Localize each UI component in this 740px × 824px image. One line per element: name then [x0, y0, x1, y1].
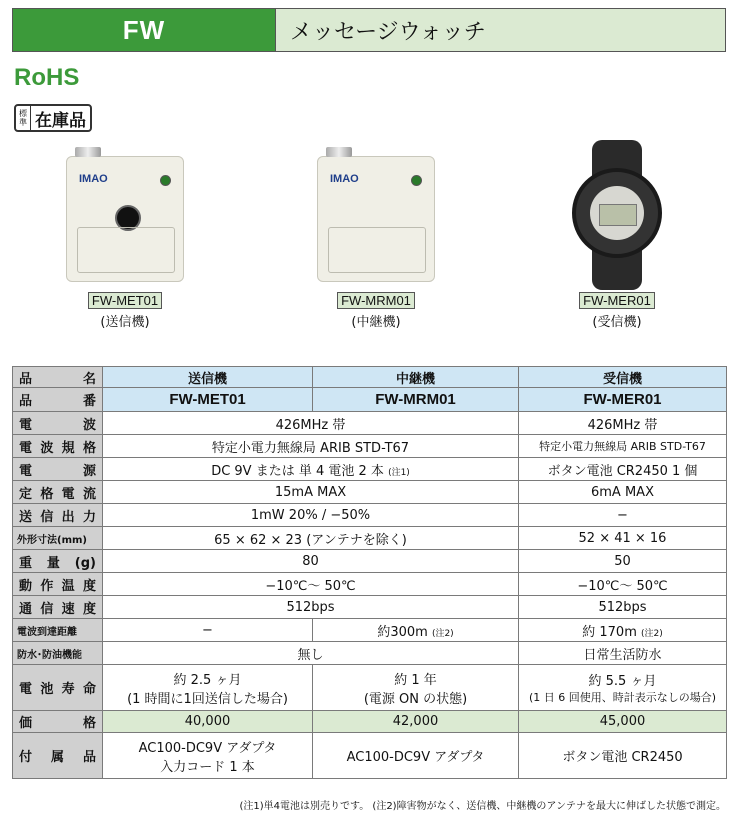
note-ref: (注2) [641, 628, 663, 639]
model-header: FW-MRM01 [313, 388, 519, 412]
product-role: (中継機) [351, 315, 401, 330]
brand-logo: IMAO [330, 173, 359, 185]
price-cell: 42,000 [313, 711, 519, 733]
cell: 52 × 41 × 16 [519, 527, 727, 550]
cell: 特定小電力無線局 ARIB STD-T67 [519, 435, 727, 458]
col-header: 受信機 [519, 367, 727, 388]
page-title: メッセージウォッチ [275, 9, 725, 51]
cell: 特定小電力無線局 ARIB STD-T67 [103, 435, 519, 458]
row-label: 通信速度 [13, 596, 103, 619]
brand-logo: IMAO [79, 173, 108, 185]
product-role: (受信機) [592, 315, 642, 330]
cell-text: 約300m [377, 624, 428, 640]
row-label: 電池寿命 [13, 665, 103, 711]
row-label: 品名 [13, 367, 103, 388]
product-receiver [562, 140, 672, 330]
row-label: 電波到達距離 [13, 619, 103, 642]
led-icon [411, 175, 422, 186]
product-role: (送信機) [100, 315, 150, 330]
stock-badge-sub [16, 106, 31, 130]
table-row [13, 596, 727, 619]
model-header: FW-MER01 [519, 388, 727, 412]
cell: ボタン電池 CR2450 1 個 [519, 458, 727, 481]
table-row [13, 481, 727, 504]
cell: 65 × 62 × 23 (アンテナを除く) [103, 527, 519, 550]
row-label: 電波 [13, 412, 103, 435]
table-row [13, 412, 727, 435]
cell: 426MHz 帯 [103, 412, 519, 435]
cell [103, 665, 313, 711]
cell: − [519, 504, 727, 527]
footnote: (注1)単4電池は別売りです。 (注2)障害物がなく、送信機、中継機のアンテナを最大に伸ばした状態で測定。 [239, 801, 726, 812]
cell: 512bps [519, 596, 727, 619]
table-row [13, 388, 727, 412]
spec-table [12, 366, 727, 779]
cell: − [103, 619, 313, 642]
cell: AC100-DC9V アダプタ [313, 733, 519, 779]
price-cell: 45,000 [519, 711, 727, 733]
stock-label: 在庫品 [35, 110, 86, 131]
stock-sub-2: 準 [19, 118, 27, 127]
stock-badge [14, 104, 92, 132]
cell: 6mA MAX [519, 481, 727, 504]
col-header: 中継機 [313, 367, 519, 388]
cell: 1mW 20% / −50% [103, 504, 519, 527]
table-row [13, 733, 727, 779]
col-header: 送信機 [103, 367, 313, 388]
table-row [13, 527, 727, 550]
cell: 512bps [103, 596, 519, 619]
cell: 無し [103, 642, 519, 665]
table-row [13, 573, 727, 596]
table-row [13, 435, 727, 458]
transmitter-image [66, 156, 184, 282]
battery-cover [77, 227, 175, 273]
table-row [13, 711, 727, 733]
repeater-image [317, 156, 435, 282]
model-header: FW-MET01 [103, 388, 313, 412]
table-row [13, 665, 727, 711]
cell: −10℃〜 50℃ [519, 573, 727, 596]
cell [103, 458, 519, 481]
series-code: FW [13, 9, 275, 51]
product-model: FW-MRM01 [337, 292, 415, 309]
table-row [13, 619, 727, 642]
watch-image [562, 140, 672, 290]
product-repeater [317, 156, 435, 330]
cell [313, 665, 519, 711]
cell-text: 約 170m [582, 624, 637, 640]
row-label: 動作温度 [13, 573, 103, 596]
note-ref: (注1) [388, 467, 410, 478]
table-row [13, 642, 727, 665]
rohs-badge [14, 64, 79, 92]
page-header [12, 8, 726, 52]
cell-line: AC100-DC9V アダプタ [138, 740, 277, 756]
cell: 80 [103, 550, 519, 573]
cell-line: (1 時間に1回送信した場合) [127, 691, 288, 707]
antenna-icon [326, 147, 352, 157]
cell [313, 619, 519, 642]
product-transmitter [66, 156, 184, 330]
row-label: 防水･防油機能 [13, 642, 103, 665]
row-label: 外形寸法(mm) [13, 527, 103, 550]
cell [519, 665, 727, 711]
row-label: 送信出力 [13, 504, 103, 527]
note-ref: (注2) [431, 628, 454, 639]
row-label: 電源 [13, 458, 103, 481]
stock-sub-1: 標 [19, 109, 27, 118]
table-row [13, 550, 727, 573]
row-label: 付属品 [13, 733, 103, 779]
watch-screen [599, 204, 637, 226]
watch-case [572, 168, 662, 258]
cell: 15mA MAX [103, 481, 519, 504]
cell-line: 約 2.5 ヶ月 [173, 672, 242, 688]
cell: 426MHz 帯 [519, 412, 727, 435]
product-model: FW-MER01 [579, 292, 655, 309]
table-row [13, 458, 727, 481]
cell: ボタン電池 CR2450 [519, 733, 727, 779]
price-cell: 40,000 [103, 711, 313, 733]
row-label: 定格電流 [13, 481, 103, 504]
cell: −10℃〜 50℃ [103, 573, 519, 596]
row-label: 価格 [13, 711, 103, 733]
table-row [13, 504, 727, 527]
rohs-text: RoHS [14, 64, 80, 91]
antenna-icon [75, 147, 101, 157]
led-icon [160, 175, 171, 186]
watch-face [590, 186, 644, 240]
cell [519, 619, 727, 642]
product-model: FW-MET01 [88, 292, 162, 309]
cell-line: (1 日 6 回使用、時計表示なしの場合) [528, 691, 717, 704]
cell: 日常生活防水 [519, 642, 727, 665]
row-label: 重量(g) [13, 550, 103, 573]
cell: 50 [519, 550, 727, 573]
cell-line: 入力コード 1 本 [160, 759, 255, 775]
row-label: 電波規格 [13, 435, 103, 458]
table-row [13, 367, 727, 388]
cell-line: (電源 ON の状態) [363, 691, 468, 707]
row-label: 品番 [13, 388, 103, 412]
cell-line: 約 1 年 [394, 672, 437, 688]
cell-text: DC 9V または 単 4 電池 2 本 [211, 463, 384, 479]
battery-cover [328, 227, 426, 273]
cell [103, 733, 313, 779]
cell-line: 約 5.5 ヶ月 [588, 674, 657, 689]
